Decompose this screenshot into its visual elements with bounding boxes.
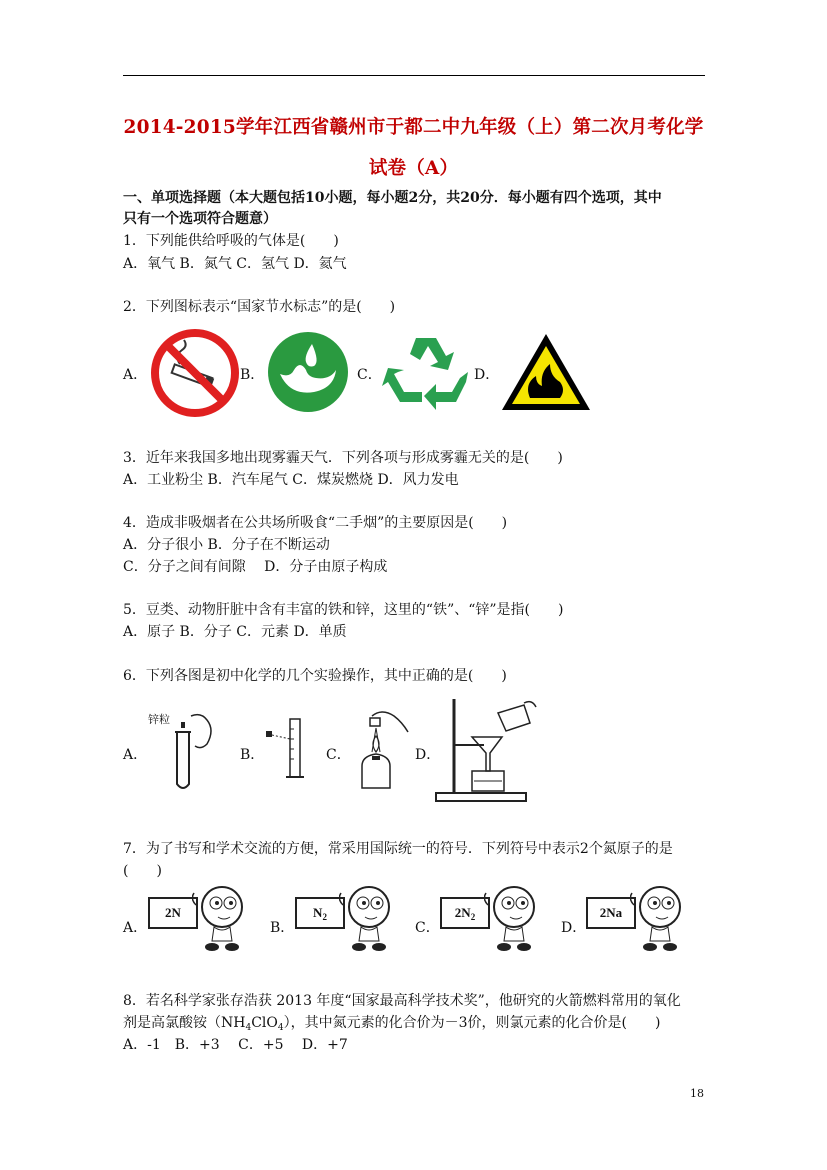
q7-label-c: C． — [415, 920, 440, 936]
q3-options: A．工业粉尘 B．汽车尾气 C．煤炭燃烧 D．风力发电 — [123, 472, 459, 488]
q2-label-a: A． — [123, 367, 148, 383]
q6-stem: 6．下列各图是初中化学的几个实验操作，其中正确的是( ) — [123, 668, 507, 684]
q2-label-c: C． — [357, 367, 382, 383]
filtration-setup-icon — [432, 695, 542, 805]
q8-formula-post: ），其中氮元素的化合价为－3价，则氯元素的化合价是( ) — [283, 1015, 661, 1031]
q7-sign-b-main: N — [313, 905, 323, 920]
cartoon-character-icon — [192, 885, 252, 955]
q4-options-1: A．分子很小 B．分子在不断运动 — [123, 537, 330, 553]
q7-sign-b-sub: 2 — [322, 912, 327, 922]
recycle-icon — [380, 330, 472, 414]
cartoon-character-icon — [339, 885, 399, 955]
q3-stem: 3．近年来我国多地出现雾霾天气．下列各项与形成雾霾无关的是( ) — [123, 450, 563, 466]
test-tube-zinc-icon — [145, 708, 225, 792]
q7-sign-b — [295, 897, 345, 929]
q8-stem-cont — [123, 1014, 660, 1037]
q7-stem-cont: ( ) — [123, 863, 162, 879]
q8-formula-pre: 剂是高氯酸铵（NH — [123, 1015, 246, 1031]
cartoon-character-icon — [630, 885, 690, 955]
q6-label-a: A． — [123, 747, 148, 763]
flammable-warning-icon — [498, 330, 594, 414]
q1-stem: 1．下列能供给呼吸的气体是( ) — [123, 233, 339, 249]
q7-sign-c-sub: 2 — [470, 912, 476, 922]
q8-formula-sub2: 4 — [277, 1023, 284, 1033]
page-number: 18 — [690, 1087, 704, 1100]
section-heading: 一、单项选择题（本大题包括10小题，每小题2分，共20分．每小题有四个选项，其中 — [123, 190, 662, 206]
cartoon-character-icon — [484, 885, 544, 955]
section-heading-cont: 只有一个选项符合题意） — [123, 211, 277, 227]
graduated-cylinder-icon — [262, 715, 312, 785]
q7-option-a-figure — [148, 885, 258, 955]
q6-label-c: C． — [326, 747, 351, 763]
q7-sign-d: 2Na — [586, 897, 636, 929]
q7-option-b-figure — [295, 885, 405, 955]
q7-sign-c-main: 2N — [454, 905, 471, 920]
water-saving-icon — [266, 330, 350, 414]
q7-sign-a: 2N — [148, 897, 198, 929]
q8-options: A．-1 B．+3 C．+5 D．+7 — [123, 1037, 348, 1053]
q8-formula-sub1: 4 — [245, 1023, 252, 1033]
header-rule — [123, 75, 705, 76]
q7-sign-c — [440, 897, 490, 929]
q7-option-d-figure — [586, 885, 696, 955]
q1-options: A．氧气 B．氮气 C．氢气 D．氦气 — [123, 256, 347, 272]
q8-stem: 8．若名科学家张存浩获 2013 年度“国家最高科学技术奖”，他研究的火箭燃料常用的氧化 — [123, 993, 681, 1009]
no-smoking-icon — [150, 328, 240, 418]
q7-label-b: B． — [270, 920, 295, 936]
page-title: 2014-2015学年江西省赣州市于都二中九年级（上）第二次月考化学 — [123, 117, 704, 138]
q2-stem: 2．下列图标表示“国家节水标志”的是( ) — [123, 299, 396, 315]
page-title-cont: 试卷（A） — [368, 158, 459, 179]
q2-label-d: D． — [474, 367, 500, 383]
q6-label-d: D． — [415, 747, 441, 763]
q7-option-c-figure — [440, 885, 550, 955]
q8-formula-mid: ClO — [251, 1015, 278, 1031]
alcohol-lamp-icon — [342, 706, 412, 798]
q7-stem: 7．为了书写和学术交流的方便，常采用国际统一的符号．下列符号中表示2个氮原子的是 — [123, 841, 673, 857]
zinc-label: 锌粒 — [148, 713, 170, 726]
q7-label-d: D． — [561, 920, 587, 936]
q4-stem: 4．造成非吸烟者在公共场所吸食“二手烟”的主要原因是( ) — [123, 515, 508, 531]
q7-label-a: A． — [123, 920, 148, 936]
q5-options: A．原子 B．分子 C．元素 D．单质 — [123, 624, 347, 640]
q4-options-2: C．分子之间有间隙 D．分子由原子构成 — [123, 559, 388, 575]
q5-stem: 5．豆类、动物肝脏中含有丰富的铁和锌，这里的“铁”、“锌”是指( ) — [123, 602, 564, 618]
q6-label-b: B． — [240, 747, 265, 763]
q2-label-b: B． — [240, 367, 265, 383]
